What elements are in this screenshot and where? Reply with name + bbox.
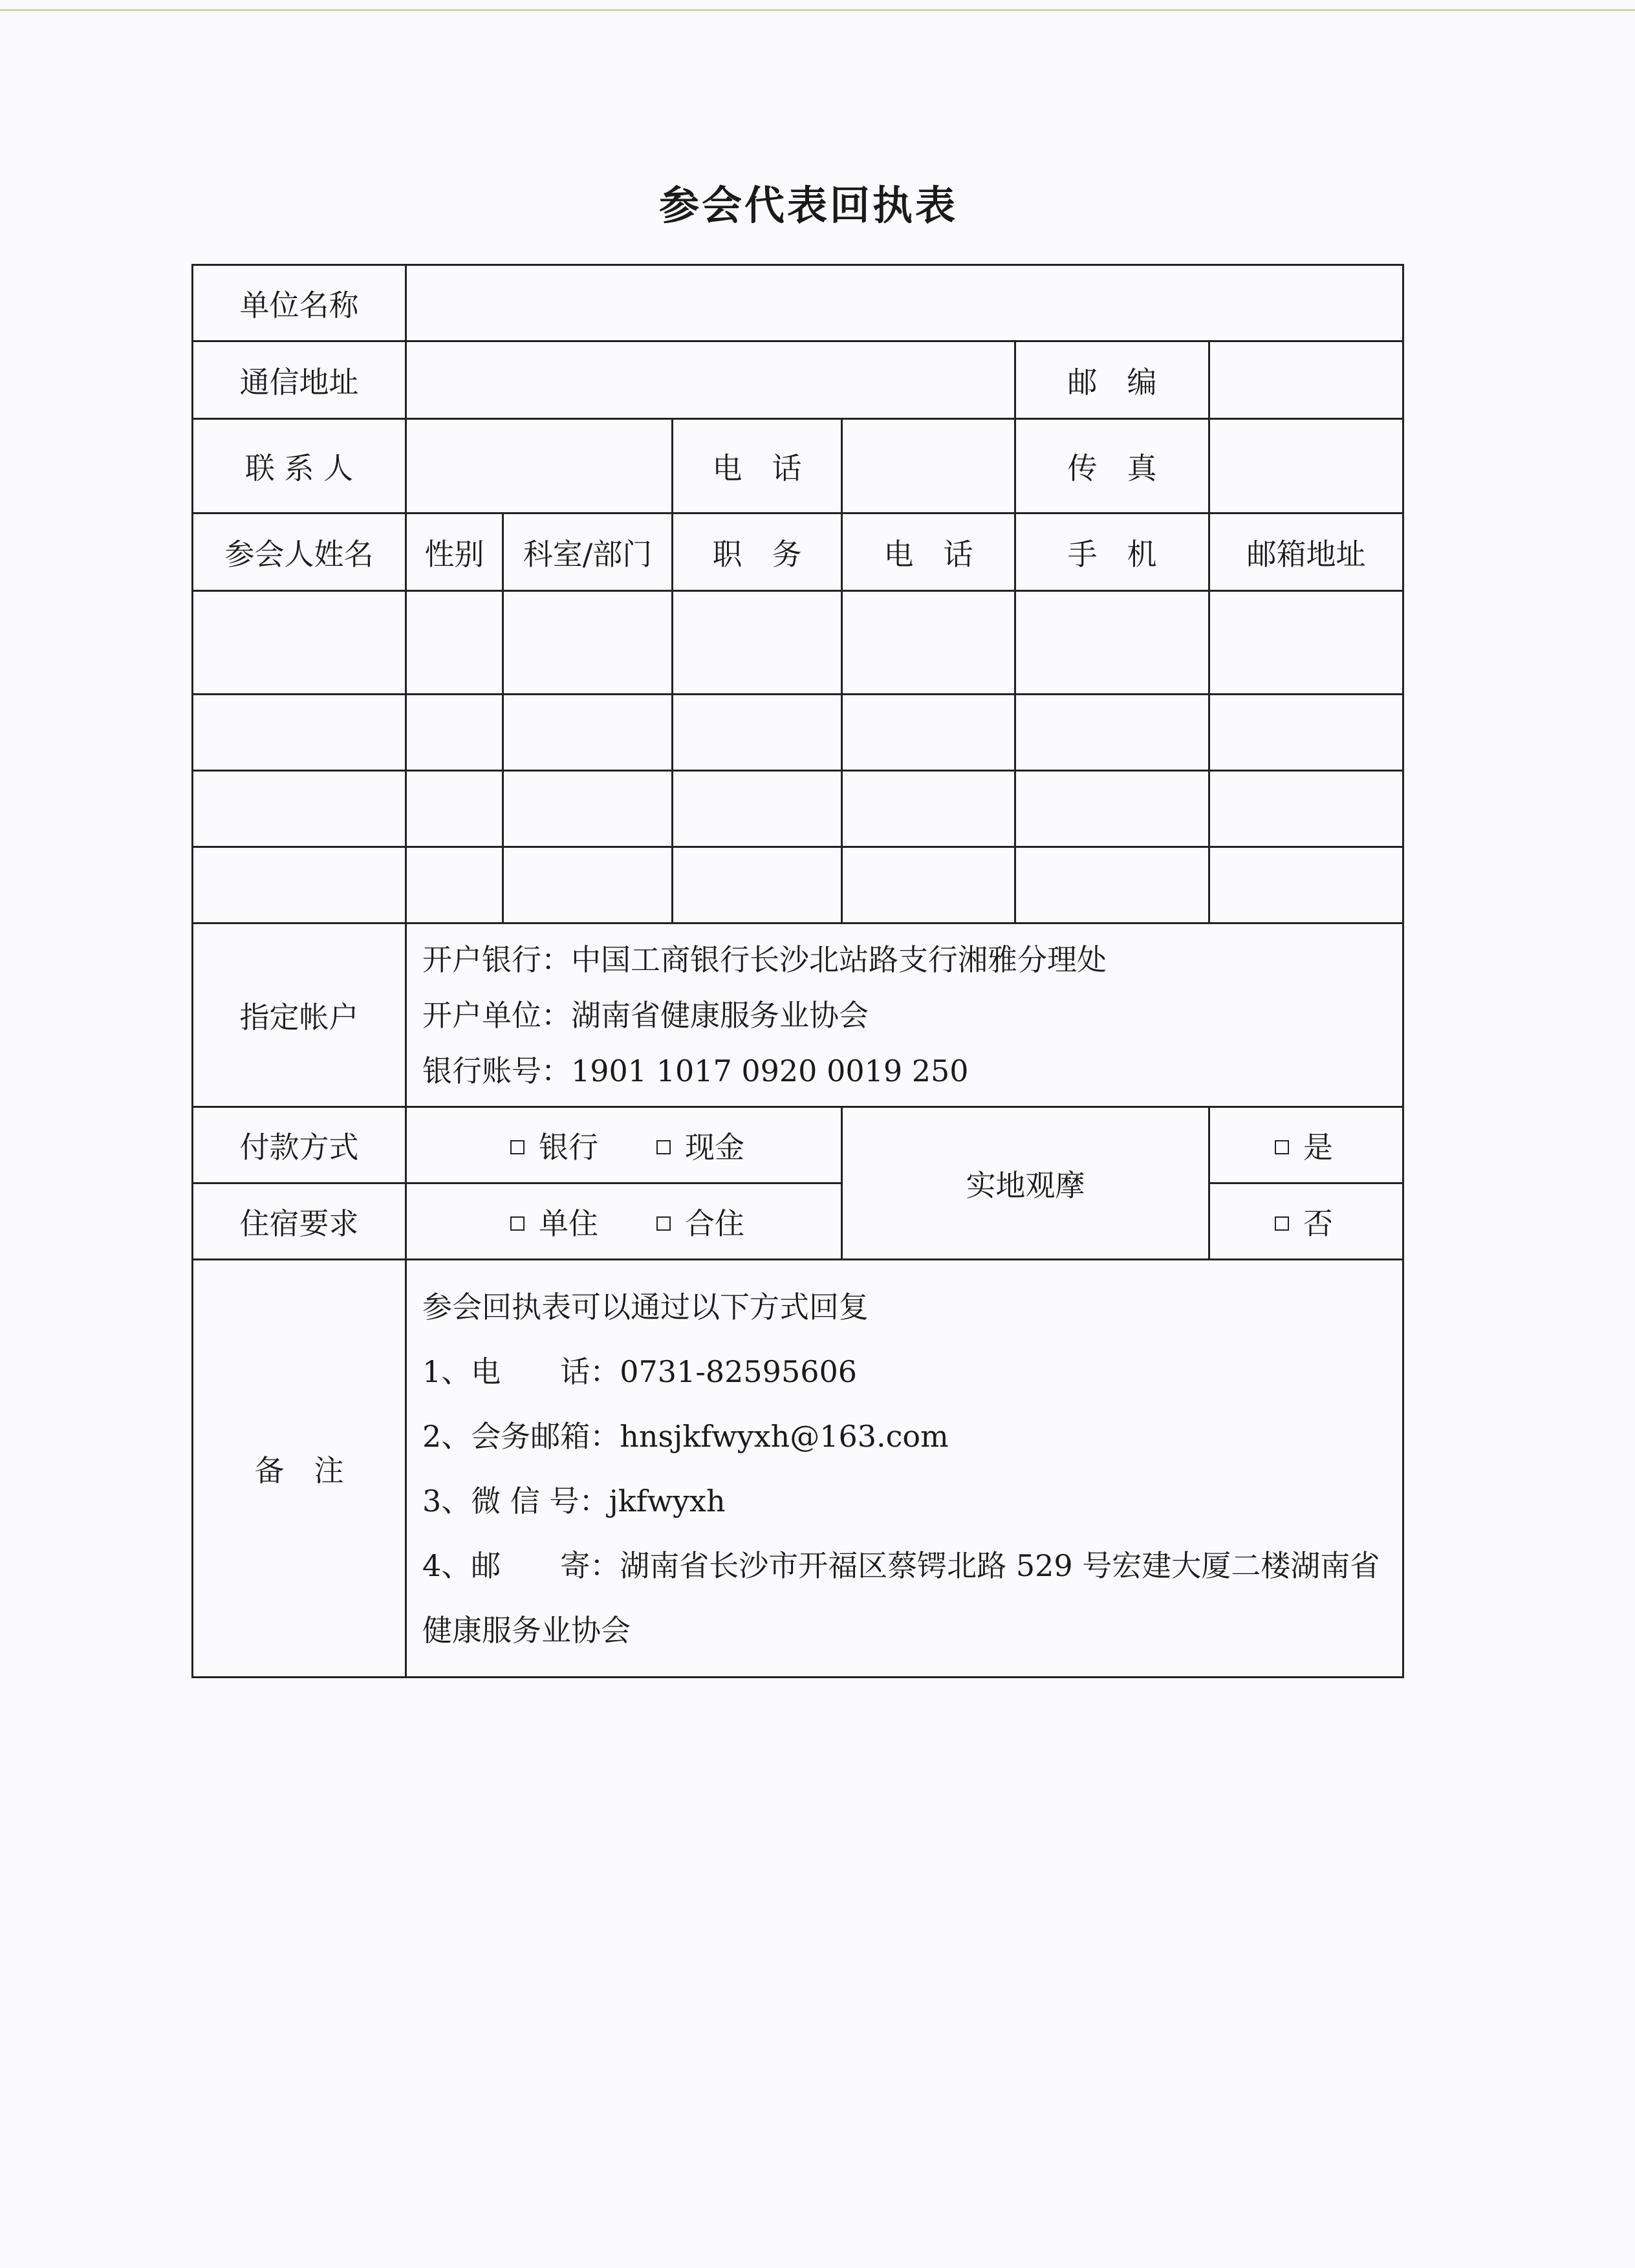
cell-attendee-name[interactable] <box>193 591 406 695</box>
option-shared-label: 合住 <box>685 1205 744 1241</box>
row-address <box>193 341 1403 419</box>
option-no[interactable] <box>1209 1183 1403 1260</box>
row-lodging <box>193 1183 1403 1260</box>
option-yes[interactable] <box>1209 1107 1403 1183</box>
remarks-content <box>406 1260 1403 1678</box>
label-contact: 联 系 人 <box>193 419 406 513</box>
label-lodging: 住宿要求 <box>193 1183 406 1260</box>
cell-attendee-name[interactable] <box>193 771 406 847</box>
field-postcode[interactable] <box>1209 341 1403 419</box>
option-no-label: 否 <box>1303 1205 1333 1241</box>
remarks-wechat: 3、微 信 号：jkfwyxh <box>422 1483 726 1518</box>
attendee-row <box>193 847 1403 923</box>
cell-position[interactable] <box>673 695 842 771</box>
option-bank-label: 银行 <box>539 1129 598 1165</box>
cell-position[interactable] <box>673 591 842 695</box>
header-email: 邮箱地址 <box>1209 513 1403 591</box>
option-shared[interactable] <box>656 1200 744 1243</box>
checkbox-icon[interactable] <box>1275 1216 1289 1231</box>
cell-attendee-name[interactable] <box>193 847 406 923</box>
lodging-options <box>406 1183 842 1260</box>
cell-attendee-name[interactable] <box>193 695 406 771</box>
cell-position[interactable] <box>673 771 842 847</box>
cell-phone[interactable] <box>842 847 1015 923</box>
cell-phone[interactable] <box>842 695 1015 771</box>
label-postcode: 邮 编 <box>1015 341 1209 419</box>
label-phone: 电 话 <box>673 419 842 513</box>
label-remarks: 备 注 <box>193 1260 406 1678</box>
label-address: 通信地址 <box>193 341 406 419</box>
option-cash[interactable] <box>656 1124 744 1167</box>
account-bank: 开户银行：中国工商银行长沙北站路支行湘雅分理处 <box>422 942 1107 977</box>
header-mobile: 手 机 <box>1015 513 1209 591</box>
cell-gender[interactable] <box>406 771 503 847</box>
checkbox-icon[interactable] <box>1275 1140 1289 1154</box>
cell-mobile[interactable] <box>1015 847 1209 923</box>
field-unit-name[interactable] <box>406 265 1403 341</box>
checkbox-icon[interactable] <box>656 1216 671 1231</box>
scan-edge-line <box>0 9 1635 11</box>
header-attendee-phone: 电 话 <box>842 513 1015 591</box>
reply-form-table <box>191 264 1404 1678</box>
cell-email[interactable] <box>1209 771 1403 847</box>
attendee-row <box>193 591 1403 695</box>
field-address[interactable] <box>406 341 1015 419</box>
cell-position[interactable] <box>673 847 842 923</box>
row-payment <box>193 1107 1403 1183</box>
payment-options <box>406 1107 842 1183</box>
label-account: 指定帐户 <box>193 923 406 1107</box>
option-cash-label: 现金 <box>685 1129 744 1165</box>
cell-gender[interactable] <box>406 695 503 771</box>
account-unit: 开户单位：湖南省健康服务业协会 <box>422 997 869 1033</box>
cell-mobile[interactable] <box>1015 591 1209 695</box>
label-unit-name: 单位名称 <box>193 265 406 341</box>
cell-phone[interactable] <box>842 591 1015 695</box>
cell-department[interactable] <box>503 847 673 923</box>
cell-department[interactable] <box>503 695 673 771</box>
row-remarks <box>193 1260 1403 1678</box>
remarks-mail: 4、邮 寄：湖南省长沙市开福区蔡锷北路 529 号宏建大厦二楼湖南省健康服务业协会 <box>422 1548 1380 1648</box>
remarks-email: 2、会务邮箱：hnsjkfwyxh@163.com <box>422 1418 949 1454</box>
option-yes-label: 是 <box>1303 1129 1333 1165</box>
row-unit-name <box>193 265 1403 341</box>
row-contact <box>193 419 1403 513</box>
cell-phone[interactable] <box>842 771 1015 847</box>
cell-mobile[interactable] <box>1015 695 1209 771</box>
account-number: 银行账号：1901 1017 0920 0019 250 <box>422 1053 969 1088</box>
row-attendee-header <box>193 513 1403 591</box>
cell-gender[interactable] <box>406 591 503 695</box>
header-department: 科室/部门 <box>503 513 673 591</box>
option-single[interactable] <box>510 1200 598 1243</box>
account-info <box>406 923 1403 1107</box>
header-attendee-name: 参会人姓名 <box>193 513 406 591</box>
cell-gender[interactable] <box>406 847 503 923</box>
option-single-label: 单住 <box>539 1205 598 1241</box>
option-bank[interactable] <box>510 1124 598 1167</box>
cell-email[interactable] <box>1209 847 1403 923</box>
checkbox-icon[interactable] <box>510 1216 525 1231</box>
field-phone[interactable] <box>842 419 1015 513</box>
header-position: 职 务 <box>673 513 842 591</box>
cell-email[interactable] <box>1209 695 1403 771</box>
label-fax: 传 真 <box>1015 419 1209 513</box>
remarks-phone: 1、电 话：0731-82595606 <box>422 1354 858 1389</box>
attendee-row <box>193 771 1403 847</box>
page-title: 参会代表回执表 <box>658 182 958 229</box>
cell-department[interactable] <box>503 771 673 847</box>
label-site-visit: 实地观摩 <box>842 1107 1209 1260</box>
field-fax[interactable] <box>1209 419 1403 513</box>
remarks-intro: 参会回执表可以通过以下方式回复 <box>422 1289 869 1324</box>
field-contact[interactable] <box>406 419 673 513</box>
label-payment: 付款方式 <box>193 1107 406 1183</box>
cell-email[interactable] <box>1209 591 1403 695</box>
checkbox-icon[interactable] <box>656 1140 671 1154</box>
attendee-row <box>193 695 1403 771</box>
row-account <box>193 923 1403 1107</box>
header-gender: 性别 <box>406 513 503 591</box>
checkbox-icon[interactable] <box>510 1140 525 1154</box>
cell-mobile[interactable] <box>1015 771 1209 847</box>
cell-department[interactable] <box>503 591 673 695</box>
